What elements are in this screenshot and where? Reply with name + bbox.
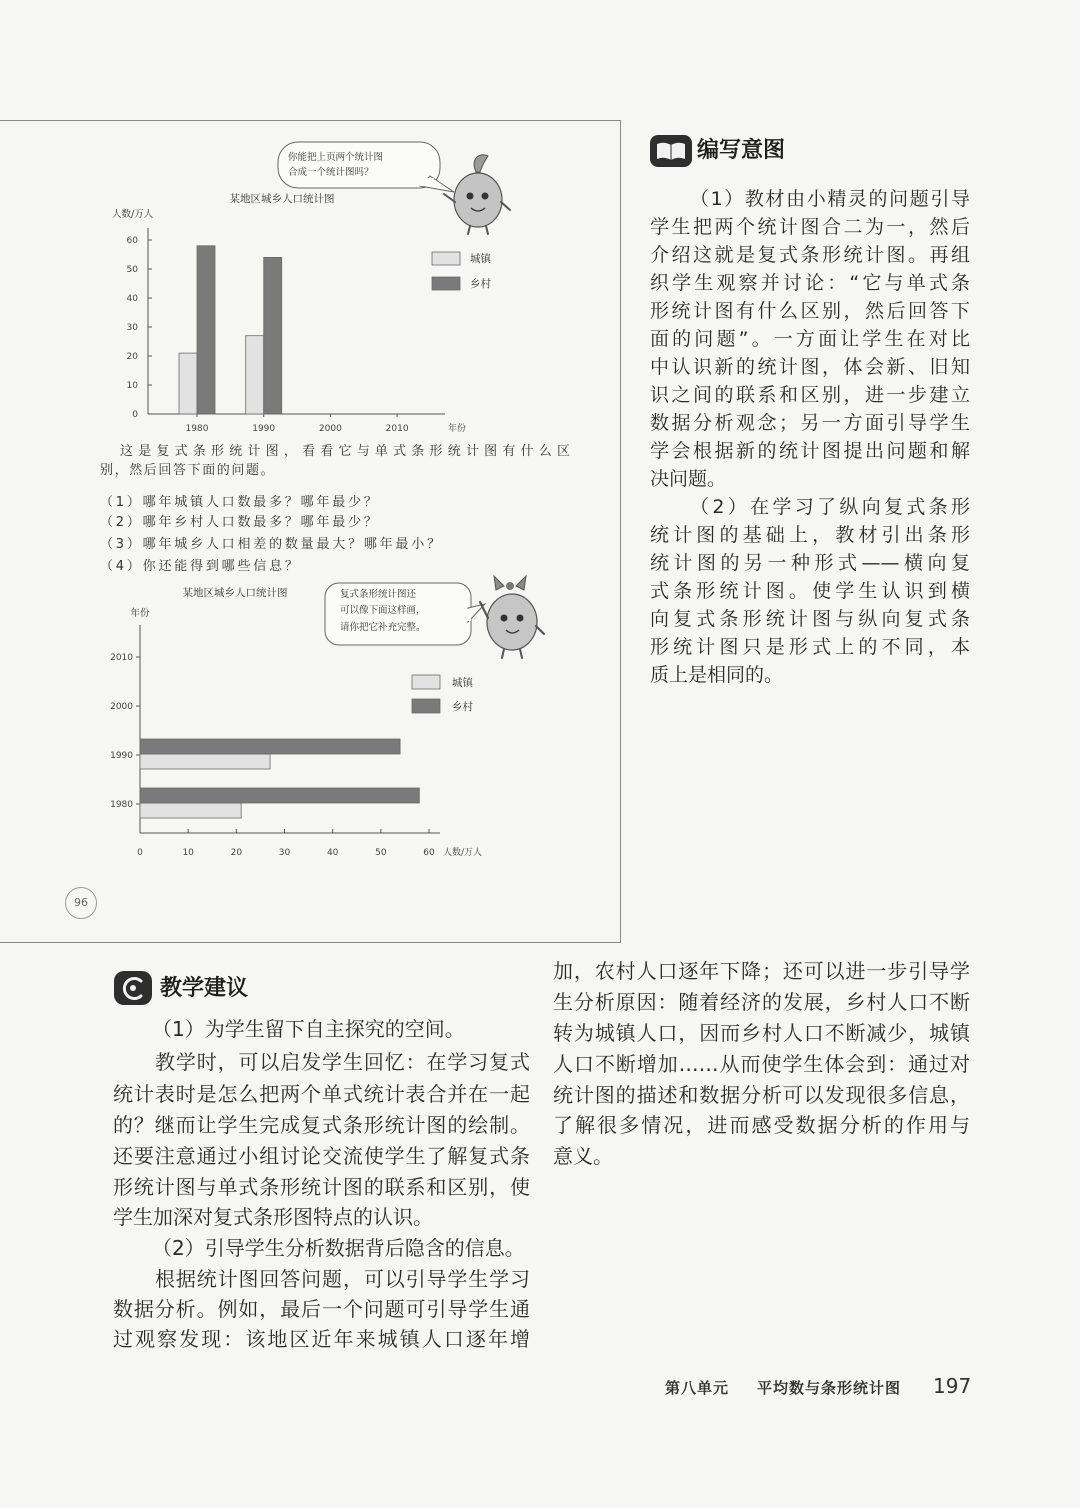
question-1: （1）哪年城镇人口数最多？哪年最少？ (100, 495, 380, 510)
rural-bar-1980 (140, 788, 419, 803)
urban-legend-swatch (412, 675, 440, 689)
urban-legend-label: 城镇 (452, 677, 473, 689)
bubble-bottom-line-3: 请你把它补充完整。 (340, 622, 426, 633)
suggestion-left-line: 教学时，可以启发学生回忆：在学习复式 (155, 1050, 530, 1074)
x-tick-label: 20 (230, 848, 243, 858)
rural-legend-swatch (432, 277, 460, 290)
suggestion-right-line: 加，农村人口逐年下降；还可以进一步引导学 (553, 959, 970, 983)
rural-bar-1990 (140, 739, 400, 754)
intent-line: 统计图的基础上，教材引出条形 (650, 524, 970, 546)
intent-line: 决问题。 (650, 468, 727, 490)
question-4: （4）你还能得到哪些信息？ (100, 559, 301, 574)
suggestion-left-line: 还要注意通过小组讨论交流使学生了解复式条 (113, 1144, 530, 1168)
y-axis-label: 人数/万人 (112, 209, 154, 220)
x-tick-label: 10 (182, 848, 194, 858)
x-axis-label: 年份 (447, 424, 467, 434)
rural-legend-swatch (412, 699, 440, 713)
x-axis-label: 人数/万人 (443, 848, 483, 858)
vertical-compound-bar-chart (100, 190, 520, 445)
y-tick-label: 2000 (110, 702, 133, 712)
intent-line: 学生把两个统计图合二为一，然后 (650, 216, 970, 238)
y-tick-label: 40 (126, 294, 138, 304)
urban-bar-1980 (140, 803, 241, 818)
suggestion-left-line: 根据统计图回答问题，可以引导学生学习 (155, 1267, 530, 1291)
urban-bar-1990 (140, 754, 270, 769)
intent-line: 织学生观察并讨论：“它与单式条 (650, 272, 970, 294)
x-tick-label: 30 (278, 848, 291, 858)
chart-title: 某地区城乡人口统计图 (182, 587, 288, 599)
suggestion-left-line: 学生加深对复式条形图特点的认识。 (113, 1205, 433, 1229)
y-tick-label: 50 (126, 265, 138, 275)
bubble-top-line-1: 你能把上页两个统计图 (288, 152, 384, 163)
intent-line: 统计图的另一种形式——横向复 (650, 552, 970, 574)
y-tick-label: 2010 (110, 653, 133, 663)
x-tick-label: 40 (326, 848, 339, 858)
suggestion-left-line: 的？继而让学生完成复式条形统计图的绘制。 (113, 1113, 530, 1137)
intent-line: 识之间的联系和区别，进一步建立 (650, 384, 970, 406)
y-tick-label: 1980 (110, 800, 133, 810)
swirl-badge-icon (113, 969, 155, 1007)
y-tick-label: 0 (132, 410, 138, 420)
y-tick-label: 10 (126, 381, 138, 391)
x-tick-label: 2010 (385, 424, 409, 434)
y-tick-label: 60 (126, 236, 138, 246)
suggestion-left-line: 形统计图与单式条形统计图的联系和区别，使 (113, 1175, 530, 1199)
chart-caption-line-2: 别，然后回答下面的问题。 (100, 463, 276, 478)
suggestion-right-line: 统计图的描述和数据分析可以发现很多信息， (553, 1083, 970, 1107)
intent-line: 形统计图有什么区别，然后回答下 (650, 300, 970, 322)
intent-line: 质上是相同的。 (650, 664, 784, 686)
intent-line: 学会根据新的统计图提出问题和解 (650, 440, 970, 462)
footer-title: 平均数与条形统计图 (757, 1379, 902, 1397)
suggestion-right-line: 人口不断增加……从而使学生体会到：通过对 (553, 1052, 970, 1076)
suggestion-left-line: 统计表时是怎么把两个单式统计表合并在一起 (113, 1082, 530, 1106)
rural-legend-label: 乡村 (470, 278, 491, 290)
x-tick-label: 0 (137, 848, 143, 858)
suggestion-right-line: 意义。 (553, 1144, 613, 1168)
suggestion-right-line: 生分析原因：随着经济的发展，乡村人口不断 (553, 990, 970, 1014)
rural-bar-1990 (264, 257, 282, 414)
x-tick-label: 2000 (318, 424, 342, 434)
intent-line: 中认识新的统计图，体会新、旧知 (650, 356, 970, 378)
bubble-bottom-line-1: 复式条形统计图还 (340, 589, 417, 600)
y-tick-label: 30 (126, 323, 138, 333)
horizontal-compound-bar-chart (95, 580, 535, 865)
intent-line: 式条形统计图。使学生认识到横 (650, 580, 970, 602)
bubble-top-line-2: 合成一个统计图吗？ (288, 167, 374, 178)
intent-line: 数据分析观念；另一方面引导学生 (650, 412, 970, 434)
question-3: （3）哪年城乡人口相差的数量最大？哪年最小？ (100, 537, 443, 552)
y-tick-label: 1990 (110, 751, 133, 761)
intent-line: 向复式条形统计图与纵向复式条 (650, 608, 970, 630)
suggestion-right-line: 了解很多情况，进而感受数据分析的作用与 (553, 1113, 970, 1137)
urban-bar-1990 (246, 336, 264, 414)
intent-line: 介绍这就是复式条形统计图。再组 (650, 244, 970, 266)
intent-heading: 编写意图 (697, 138, 786, 163)
footer-page-number: 197 (933, 1374, 972, 1398)
x-tick-label: 60 (423, 848, 435, 858)
suggestion-left-line: 数据分析。例如，最后一个问题可引导学生通 (113, 1297, 530, 1321)
intent-line: 形统计图只是形式上的不同，本 (650, 636, 970, 658)
y-tick-label: 20 (126, 352, 138, 362)
bubble-bottom-line-2: 可以像下面这样画， (340, 605, 426, 616)
x-tick-label: 1980 (185, 424, 209, 434)
chart-title: 某地区城乡人口统计图 (229, 193, 335, 205)
x-tick-label: 50 (375, 848, 387, 858)
urban-bar-1980 (179, 353, 197, 414)
rural-legend-label: 乡村 (452, 701, 473, 713)
suggestion-left-line: （2）引导学生分析数据背后隐含的信息。 (152, 1236, 525, 1260)
suggestion-right-line: 转为城镇人口，因而乡村人口不断减少，城镇 (553, 1021, 970, 1045)
y-axis-label: 年份 (130, 608, 150, 619)
suggestion-heading: 教学建议 (160, 976, 249, 1001)
question-2: （2）哪年乡村人口数最多？哪年最少？ (100, 515, 380, 530)
footer-unit: 第八单元 (665, 1379, 730, 1397)
urban-legend-label: 城镇 (470, 253, 491, 265)
rural-bar-1980 (197, 246, 215, 414)
suggestion-left-line: （1）为学生留下自主探究的空间。 (152, 1017, 465, 1041)
chart-caption-line-1: 这是复式条形统计图，看看它与单式条形统计图有什么区 (120, 444, 570, 459)
suggestion-left-line: 过观察发现：该地区近年来城镇人口逐年增 (113, 1327, 530, 1351)
x-tick-label: 1990 (252, 424, 276, 434)
open-book-icon (649, 133, 693, 169)
intent-line: （1）教材由小精灵的问题引导 (690, 188, 970, 210)
intent-line: 面的问题”。一方面让学生在对比 (650, 328, 970, 350)
urban-legend-swatch (432, 252, 460, 265)
intent-line: （2）在学习了纵向复式条形 (690, 496, 970, 518)
student-page-number: 96 (65, 887, 97, 919)
